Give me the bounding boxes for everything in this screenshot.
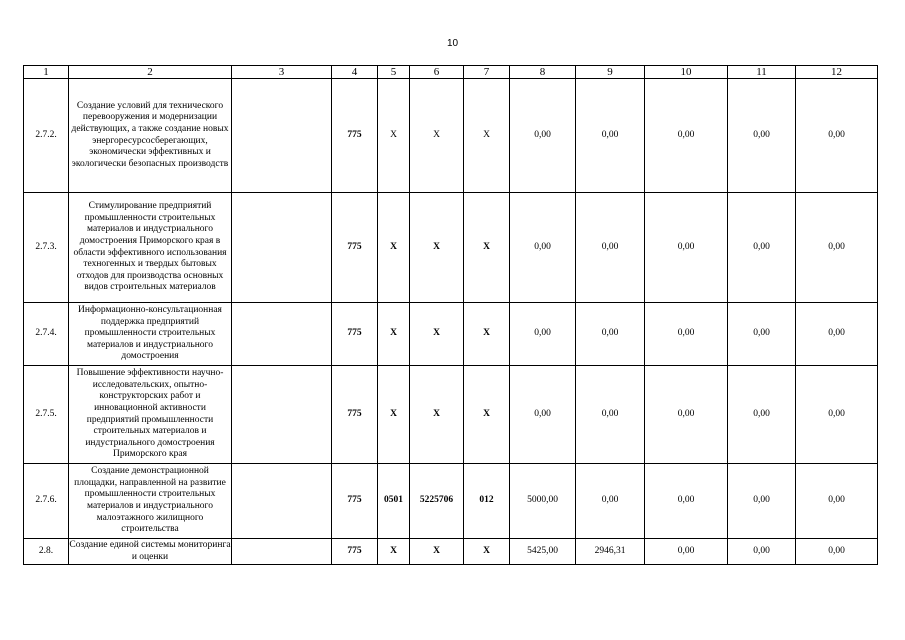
row-cell-11: 0,00 xyxy=(728,366,796,464)
row-cell-6: X xyxy=(410,303,464,366)
column-number: 8 xyxy=(510,66,576,79)
row-name: Создание демонстрационной площадки, направленной на развитие промышленности строительных материалов и индустриального малоэтажного жилищного строительства xyxy=(69,464,232,539)
row-cell-7: X xyxy=(464,366,510,464)
row-cell-9: 0,00 xyxy=(576,79,645,193)
row-code: 2.8. xyxy=(24,539,69,565)
column-number-row xyxy=(24,66,878,79)
row-cell-11: 0,00 xyxy=(728,303,796,366)
row-cell-7: X xyxy=(464,79,510,193)
column-number: 12 xyxy=(796,66,878,79)
row-cell-9: 0,00 xyxy=(576,464,645,539)
row-name: Создание единой системы мониторинга и оценки xyxy=(69,539,232,565)
row-cell-12: 0,00 xyxy=(796,303,878,366)
column-number: 7 xyxy=(464,66,510,79)
table-row xyxy=(24,464,878,539)
row-cell-11: 0,00 xyxy=(728,79,796,193)
column-number: 6 xyxy=(410,66,464,79)
table-row xyxy=(24,79,878,193)
row-cell-5: X xyxy=(378,539,410,565)
column-number: 10 xyxy=(645,66,728,79)
row-cell-12: 0,00 xyxy=(796,193,878,303)
row-cell-6: X xyxy=(410,366,464,464)
row-code: 2.7.3. xyxy=(24,193,69,303)
row-cell-4: 775 xyxy=(332,79,378,193)
row-cell-5: X xyxy=(378,366,410,464)
row-cell-3 xyxy=(232,79,332,193)
table-row xyxy=(24,539,878,565)
column-number: 1 xyxy=(24,66,69,79)
row-cell-8: 0,00 xyxy=(510,366,576,464)
row-cell-5: X xyxy=(378,303,410,366)
table-row xyxy=(24,303,878,366)
row-cell-10: 0,00 xyxy=(645,303,728,366)
row-cell-9: 0,00 xyxy=(576,366,645,464)
row-code: 2.7.6. xyxy=(24,464,69,539)
column-number: 2 xyxy=(69,66,232,79)
row-cell-7: X xyxy=(464,303,510,366)
row-cell-11: 0,00 xyxy=(728,193,796,303)
row-cell-4: 775 xyxy=(332,464,378,539)
column-number: 4 xyxy=(332,66,378,79)
row-cell-12: 0,00 xyxy=(796,464,878,539)
row-name: Создание условий для технического перевооружения и модернизации действующих, а также создание новых энергоресурсосберегающих, экономически эффективных и экологически безопасных производств xyxy=(69,79,232,193)
row-cell-5: X xyxy=(378,193,410,303)
row-cell-4: 775 xyxy=(332,366,378,464)
row-cell-3 xyxy=(232,193,332,303)
row-cell-7: 012 xyxy=(464,464,510,539)
row-cell-3 xyxy=(232,303,332,366)
row-cell-9: 0,00 xyxy=(576,303,645,366)
row-code: 2.7.2. xyxy=(24,79,69,193)
row-name: Информационно-консультационная поддержка предприятий промышленности строительных материалов и индустриального домостроения xyxy=(69,303,232,366)
row-cell-3 xyxy=(232,464,332,539)
row-cell-8: 5000,00 xyxy=(510,464,576,539)
column-number: 11 xyxy=(728,66,796,79)
row-cell-6: X xyxy=(410,193,464,303)
row-cell-12: 0,00 xyxy=(796,79,878,193)
row-cell-6: 5225706 xyxy=(410,464,464,539)
row-cell-12: 0,00 xyxy=(796,366,878,464)
row-cell-6: X xyxy=(410,539,464,565)
row-cell-8: 5425,00 xyxy=(510,539,576,565)
page-number: 10 xyxy=(446,38,459,49)
row-cell-11: 0,00 xyxy=(728,539,796,565)
row-cell-6: X xyxy=(410,79,464,193)
row-cell-9: 0,00 xyxy=(576,193,645,303)
budget-table xyxy=(23,65,878,565)
row-name: Стимулирование предприятий промышленности строительных материалов и индустриального домостроения Приморского края в области эффективного использования техногенных и твердых бытовых отходов для производства основных видов строительных материалов xyxy=(69,193,232,303)
row-cell-5: X xyxy=(378,79,410,193)
row-cell-4: 775 xyxy=(332,539,378,565)
row-code: 2.7.5. xyxy=(24,366,69,464)
row-cell-12: 0,00 xyxy=(796,539,878,565)
row-cell-8: 0,00 xyxy=(510,303,576,366)
row-cell-10: 0,00 xyxy=(645,539,728,565)
table-row xyxy=(24,193,878,303)
row-cell-4: 775 xyxy=(332,303,378,366)
row-cell-9: 2946,31 xyxy=(576,539,645,565)
row-cell-3 xyxy=(232,366,332,464)
row-cell-11: 0,00 xyxy=(728,464,796,539)
row-cell-7: X xyxy=(464,539,510,565)
row-name: Повышение эффективности научно-исследовательских, опытно-конструкторских работ и инновационной активности предприятий промышленности строительных материалов и индустриального домостроения Приморского края xyxy=(69,366,232,464)
row-cell-10: 0,00 xyxy=(645,464,728,539)
table-row xyxy=(24,366,878,464)
column-number: 5 xyxy=(378,66,410,79)
row-cell-4: 775 xyxy=(332,193,378,303)
column-number: 9 xyxy=(576,66,645,79)
row-cell-3 xyxy=(232,539,332,565)
row-cell-5: 0501 xyxy=(378,464,410,539)
row-cell-8: 0,00 xyxy=(510,79,576,193)
row-cell-7: X xyxy=(464,193,510,303)
row-cell-10: 0,00 xyxy=(645,366,728,464)
row-cell-8: 0,00 xyxy=(510,193,576,303)
row-cell-10: 0,00 xyxy=(645,193,728,303)
row-cell-10: 0,00 xyxy=(645,79,728,193)
column-number: 3 xyxy=(232,66,332,79)
row-code: 2.7.4. xyxy=(24,303,69,366)
